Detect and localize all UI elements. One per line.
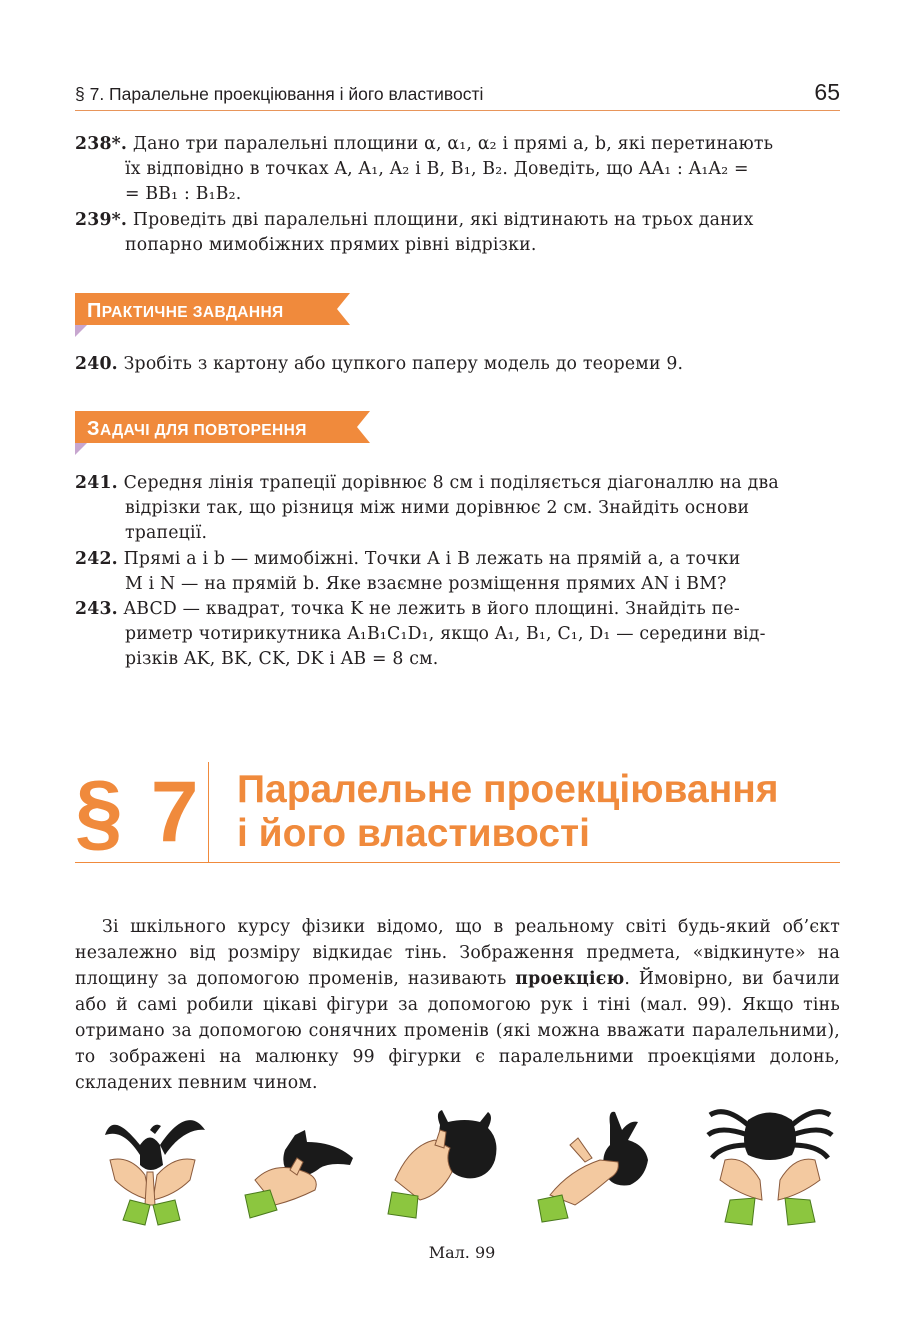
problem-line: різків AK, BK, CK, DK і AB = 8 см. (125, 649, 439, 669)
problem-number: 242. (75, 549, 118, 569)
problem-line: Зробіть з картону або цупкого паперу модель до теореми 9. (123, 354, 684, 374)
problem-239 (75, 208, 840, 258)
running-head (75, 79, 840, 111)
section-number: § 7 (75, 764, 201, 860)
intro-paragraph: Зі шкільного курсу фізики відомо, що в реальному світі будь-який об’єкт незалежно від розміру відкидає тінь. Зображення предмета, «відкинуте» на площину за допомогою променів, називають проекцією. Ймовірно, ви бачили або й самі робили цікаві фігури за допомогою рук і тіні (мал. 99). Якщо тінь отримано за допомогою сонячних променів (які можна вважати паралельними), то зображені на малюнку 99 фігурки є паралельними проекціями долонь, складених певним чином. (75, 917, 840, 1093)
problem-number: 240. (75, 354, 118, 374)
problem-number: 241. (75, 473, 118, 493)
problem-241 (75, 471, 840, 546)
problem-number: 239*. (75, 210, 128, 230)
problem-243 (75, 597, 840, 672)
rabbit-shadow-illustration (530, 1100, 670, 1235)
dog-shadow-illustration (235, 1100, 365, 1235)
review-problems-banner (75, 411, 370, 445)
section-divider (208, 762, 209, 862)
problem-line: = BB₁ : B₁B₂. (125, 184, 242, 204)
bull-shadow-illustration (380, 1100, 520, 1235)
problem-line: Прямі a і b — мимобіжні. Точки A і B лежать на прямій a, а точки (123, 549, 741, 569)
term-projection: проекцією (515, 969, 625, 989)
problem-line: попарно мимобіжних прямих рівні відрізки. (125, 235, 537, 255)
problem-line: ABCD — квадрат, точка K не лежить в його площині. Знайдіть пе- (123, 599, 740, 619)
problem-242 (75, 547, 840, 597)
section-title-line: і його властивості (237, 812, 590, 855)
problem-line: трапеції. (125, 523, 208, 543)
problem-line: Проведіть дві паралельні площини, які відтинають на трьох даних (132, 210, 754, 230)
figure-99 (75, 1100, 840, 1235)
problem-line: Дано три паралельні площини α, α₁, α₂ і прямі a, b, які перетинають (132, 134, 774, 154)
spider-shadow-illustration (700, 1100, 840, 1235)
section-heading (75, 762, 840, 863)
figure-caption: Мал. 99 (428, 1243, 496, 1262)
bird-shadow-illustration (95, 1100, 215, 1235)
section-title (237, 768, 779, 856)
banner-label: ЗАДАЧІ ДЛЯ ПОВТОРЕННЯ (87, 418, 307, 440)
running-title: § 7. Паралельне проекціювання і його властивості (75, 84, 484, 104)
problem-line: відрізки так, що різниця між ними дорівнює 2 см. Знайдіть основи (125, 498, 750, 518)
banner-label: ПРАКТИЧНЕ ЗАВДАННЯ (87, 300, 284, 322)
problem-line: Середня лінія трапеції дорівнює 8 см і поділяється діагоналлю на два (123, 473, 779, 493)
problem-line: M і N — на прямій b. Яке взаємне розміщення прямих AN і BM? (125, 574, 727, 594)
problem-number: 238*. (75, 134, 128, 154)
practical-task-banner (75, 293, 350, 327)
problem-238 (75, 132, 840, 207)
problem-line: їх відповідно в точках A, A₁, A₂ і B, B₁, B₂. Доведіть, що AA₁ : A₁A₂ = (125, 159, 749, 179)
problem-number: 243. (75, 599, 118, 619)
page-number: 65 (814, 79, 840, 105)
section-title-line: Паралельне проекціювання (237, 768, 779, 811)
problem-line: риметр чотирикутника A₁B₁C₁D₁, якщо A₁, B₁, C₁, D₁ — середини від- (125, 624, 766, 644)
problem-240 (75, 352, 840, 377)
